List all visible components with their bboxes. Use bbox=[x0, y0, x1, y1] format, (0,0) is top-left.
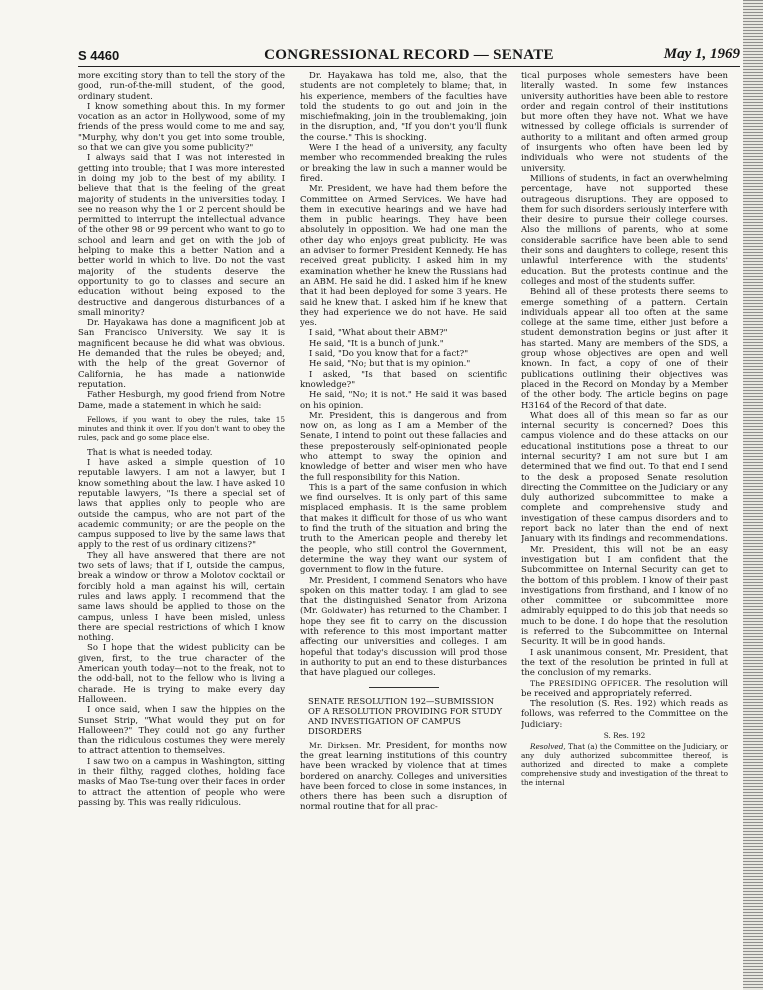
paragraph: Dr. Hayakawa has told me, also, that the students are not completely to blame; that, in his experience, members of the faculties have told the students to go out and join in the mischiefmaking, join in the troublemaking, join in the disruption, and, "If you don't you'll flunk the course." This is shocking. bbox=[300, 71, 507, 143]
text-column-3 bbox=[521, 71, 728, 951]
paragraph: This is a part of the same confusion in which we find ourselves. It is only part of this same misplaced emphasis. It is the same problem that makes it difficult for those of us who want to find the truth of the situation and bring the truth to the American people and thereby let the people, who still control the Government, determine the way they want our system of government to flow in the future. bbox=[300, 482, 507, 576]
paragraph: tical purposes whole semesters have been literally wasted. In some few instances university authorities have been able to restore order and regain control of their institutions but more often they have not. What we have witnessed by college officials is surrender of authority to a militant and often armed group of insurgents who often have been led by individuals who were not students of the university. bbox=[521, 71, 728, 174]
paragraph bbox=[300, 576, 507, 679]
paragraph bbox=[521, 679, 728, 700]
text-column-2 bbox=[300, 71, 507, 951]
paragraph: I once said, when I saw the hippies on the Sunset Strip, "What would they put on for Halloween?" They could not go any further than the ridiculous costumes they were merely to attract attention to themselves. bbox=[78, 705, 285, 757]
text-run: The resolution will be received and appropriately referred. bbox=[521, 678, 728, 699]
section-heading: SENATE RESOLUTION 192—SUBMISSION OF A RESOLUTION PROVIDING FOR STUDY AND INVESTIGATION OF CAMPUS DISORDERS bbox=[308, 695, 502, 737]
paragraph: Father Hesburgh, my good friend from Notre Dame, made a statement in which he said: bbox=[78, 390, 285, 411]
paragraph: Mr. President, this will not be an easy investigation but I am confident that the Subcommittee on Internal Security can get to the bottom of this problem. I know of their past investigations from firsthand, and I know of no other committee or subcommittee more admirably equipped to do this job that needs so much to be done. I do hope that the resolution is referred to the Subcommittee on Internal Security. It will be in good hands. bbox=[521, 544, 728, 648]
paragraph: That is what is needed today. bbox=[87, 447, 213, 458]
publication-title: CONGRESSIONAL RECORD — SENATE bbox=[264, 47, 554, 63]
text-column-1 bbox=[78, 71, 285, 951]
paragraph: Behind all of these protests there seems to emerge something of a pattern. Certain individuals appear all too often at the same college at the same time, either just before a student demonstration begins or just after it has started. Many are members of the SDS, a group whose objectives are open and well known. In fact, a copy of one of their publications outlining their objectives was placed in the Record on Monday by a Member of the other body. The article begins on page H3164 of the Record of that date. bbox=[521, 287, 728, 411]
paragraph: Millions of students, in fact an overwhelming percentage, have not supported these outrageous disruptions. They are opposed to them for such disorders seriously interfere with their desire to pursue their college courses. Also the millions of parents, who at some considerable sacrifice have been able to send their sons and daughters to college, resent this unlawful interference with the students' education. But the protests continue and the colleges and most of the students suffer. bbox=[521, 173, 728, 287]
resolution-text bbox=[521, 742, 728, 787]
paragraph: I ask unanimous consent, Mr. President, that the text of the resolution be printed in full at the conclusion of my remarks. bbox=[521, 647, 728, 679]
paragraph: I always said that I was not interested in getting into trouble; that I was more interested in doing my job to the best of my ability. I believe that that is the feeling of the great majority of students in the universities today. I see no reason why the 1 or 2 percent should be permitted to interrupt the intellectual advance of the other 98 or 99 percent who want to go to school and learn and get on with the job of helping to make this a better Nation and a better world in which to live. Do not the vast majority of the students deserve the opportunity to go to classes and secure an education without being exposed to the destructive and dangerous disturbances of a small minority? bbox=[78, 153, 285, 318]
paragraph: They all have answered that there are not two sets of laws; that if I, outside the campus, break a window or throw a Molotov cocktail or forcibly hold a man against his will, certain rules and laws apply. I recommend that the same laws should be applied to those on the campus, unless I have been misled, unless there are special restrictions of which I know nothing. bbox=[78, 550, 285, 644]
text-run: Mr. President, I commend Senators who have spoken on this matter today. I am glad to see that the distinguished Senator from Arizona (Mr. bbox=[300, 575, 507, 617]
paragraph bbox=[300, 741, 507, 813]
text-run: Mr. President, for months now the great learning institutions of this country have been wracked by violence that at times bordered on anarchy. Colleges and universities have been forced to close in some instances, in others there has been such a disruption of normal routine that for all prac- bbox=[300, 740, 507, 813]
paragraph: Mr. President, we have had them before the Committee on Armed Services. We have had them in executive hearings and we have had them in public hearings. They have been absolutely in opposition. We had one man the other day who enjoys great publicity. He was an adviser to former President Kennedy. He has received great publicity. I asked him in my examination whether he knew the Russians had an ABM. He said he did. I asked him if he knew that it had been deployed for some 3 years. He said he knew that. I asked him if he knew that they had experience we do not have. He said yes. bbox=[300, 184, 507, 329]
issue-date: May 1, 1969 bbox=[663, 46, 740, 62]
paragraph: I said, "Do you know that for a fact?" bbox=[309, 349, 469, 360]
paragraph: I have asked a simple question of 10 reputable lawyers. I am not a lawyer, but I know something about the law. I have asked 10 reputable lawyers, "Is there a special set of laws that applies only to people who are outside the campus, who are not part of the academic community; or are the people on the campus supposed to live by the same laws that apply to the rest of us ordinary citizens?" bbox=[78, 458, 285, 551]
speaker-name: The PRESIDING OFFICER. bbox=[530, 678, 642, 688]
paragraph: I said, "What about their ABM?" bbox=[309, 328, 448, 339]
paragraph: I saw two on a campus in Washington, sitting in their filthy, ragged clothes, holding face masks of Mao Tse-tung over their faces in order to attract the attention of people who were passing by. This was really ridiculous. bbox=[78, 756, 285, 808]
paragraph: He said, "No; but that is my opinion." bbox=[309, 359, 471, 370]
block-quote: Fellows, if you want to obey the rules, take 15 minutes and think it over. If you don't want to obey the rules, pack and go some place else. bbox=[78, 414, 285, 442]
page-header bbox=[78, 46, 740, 67]
paragraph: Mr. President, this is dangerous and from now on, as long as I am a Member of the Senate, I intend to point out these fallacies and these preposterously self-opinionated people who attempt to sway the opinion and knowledge of better and wiser men who have the full responsibility for this Nation. bbox=[300, 410, 507, 483]
senator-name: Goldwater bbox=[321, 606, 364, 616]
text-run: That (a) the Committee on the Judiciary, or any duly authorized subcommittee thereof, is authorized and directed to make a complete comprehensive study and investigation of the threat to the internal bbox=[521, 742, 728, 788]
page-number: S 4460 bbox=[78, 48, 120, 63]
section-divider bbox=[369, 687, 439, 688]
text-run: ) has returned to the Chamber. I hope they see fit to carry on the discussion with reference to this most important matter affecting our universities and colleges. I am hopeful that today's discussion will prod those in authority to put an end to these disturbances that have plagued our colleges. bbox=[300, 606, 507, 679]
paragraph: Dr. Hayakawa has done a magnificent job at San Francisco University. We say it is magnificent because he did what was obvious. He demanded that the rules be obeyed; and, with the help of the great Governor of California, he has made a nationwide reputation. bbox=[78, 318, 285, 390]
speaker-name: Mr. Dirksen. bbox=[309, 740, 362, 750]
paragraph: What does all of this mean so far as our internal security is concerned? Does this campus violence and do these attacks on our educational institutions pose a threat to our internal security? I am not sure but I am determined that we find out. To that end I send to the desk a proposed Senate resolution directing the Committee on the Judiciary or any duly authorized subcommittee to make a complete and comprehensive study and investigation of these campus disorders and to report back no later than the end of next January with its findings and recommendations. bbox=[521, 410, 728, 545]
paragraph: more exciting story than to tell the story of the good, run-of-the-mill student, of the good, ordinary student. bbox=[78, 71, 285, 102]
paragraph: I asked, "Is that based on scientific knowledge?" bbox=[300, 369, 507, 390]
paragraph: He said, "It is a bunch of junk." bbox=[309, 338, 444, 349]
resolved-label: Resolved, bbox=[530, 742, 566, 752]
paragraph: He said, "No; it is not." He said it was based on his opinion. bbox=[300, 390, 507, 411]
paragraph: So I hope that the widest publicity can be given, first, to the true character of the American youth today—not to the freak, not to the odd-ball, not to the fellow who is living a charade. He is trying to make every day Halloween. bbox=[78, 643, 285, 705]
paragraph: The resolution (S. Res. 192) which reads as follows, was referred to the Committee on the Judiciary: bbox=[521, 699, 728, 730]
paragraph: I know something about this. In my former vocation as an actor in Hollywood, some of my friends of the press would come to me and say, "Murphy, why don't you get into some trouble, so that we can give you some publicity?" bbox=[78, 101, 285, 154]
scan-edge bbox=[743, 0, 763, 990]
resolution-number: S. Res. 192 bbox=[603, 731, 646, 740]
paragraph: Were I the head of a university, any faculty member who recommended breaking the rules or breaking the law in such a manner would be fired. bbox=[300, 143, 507, 184]
